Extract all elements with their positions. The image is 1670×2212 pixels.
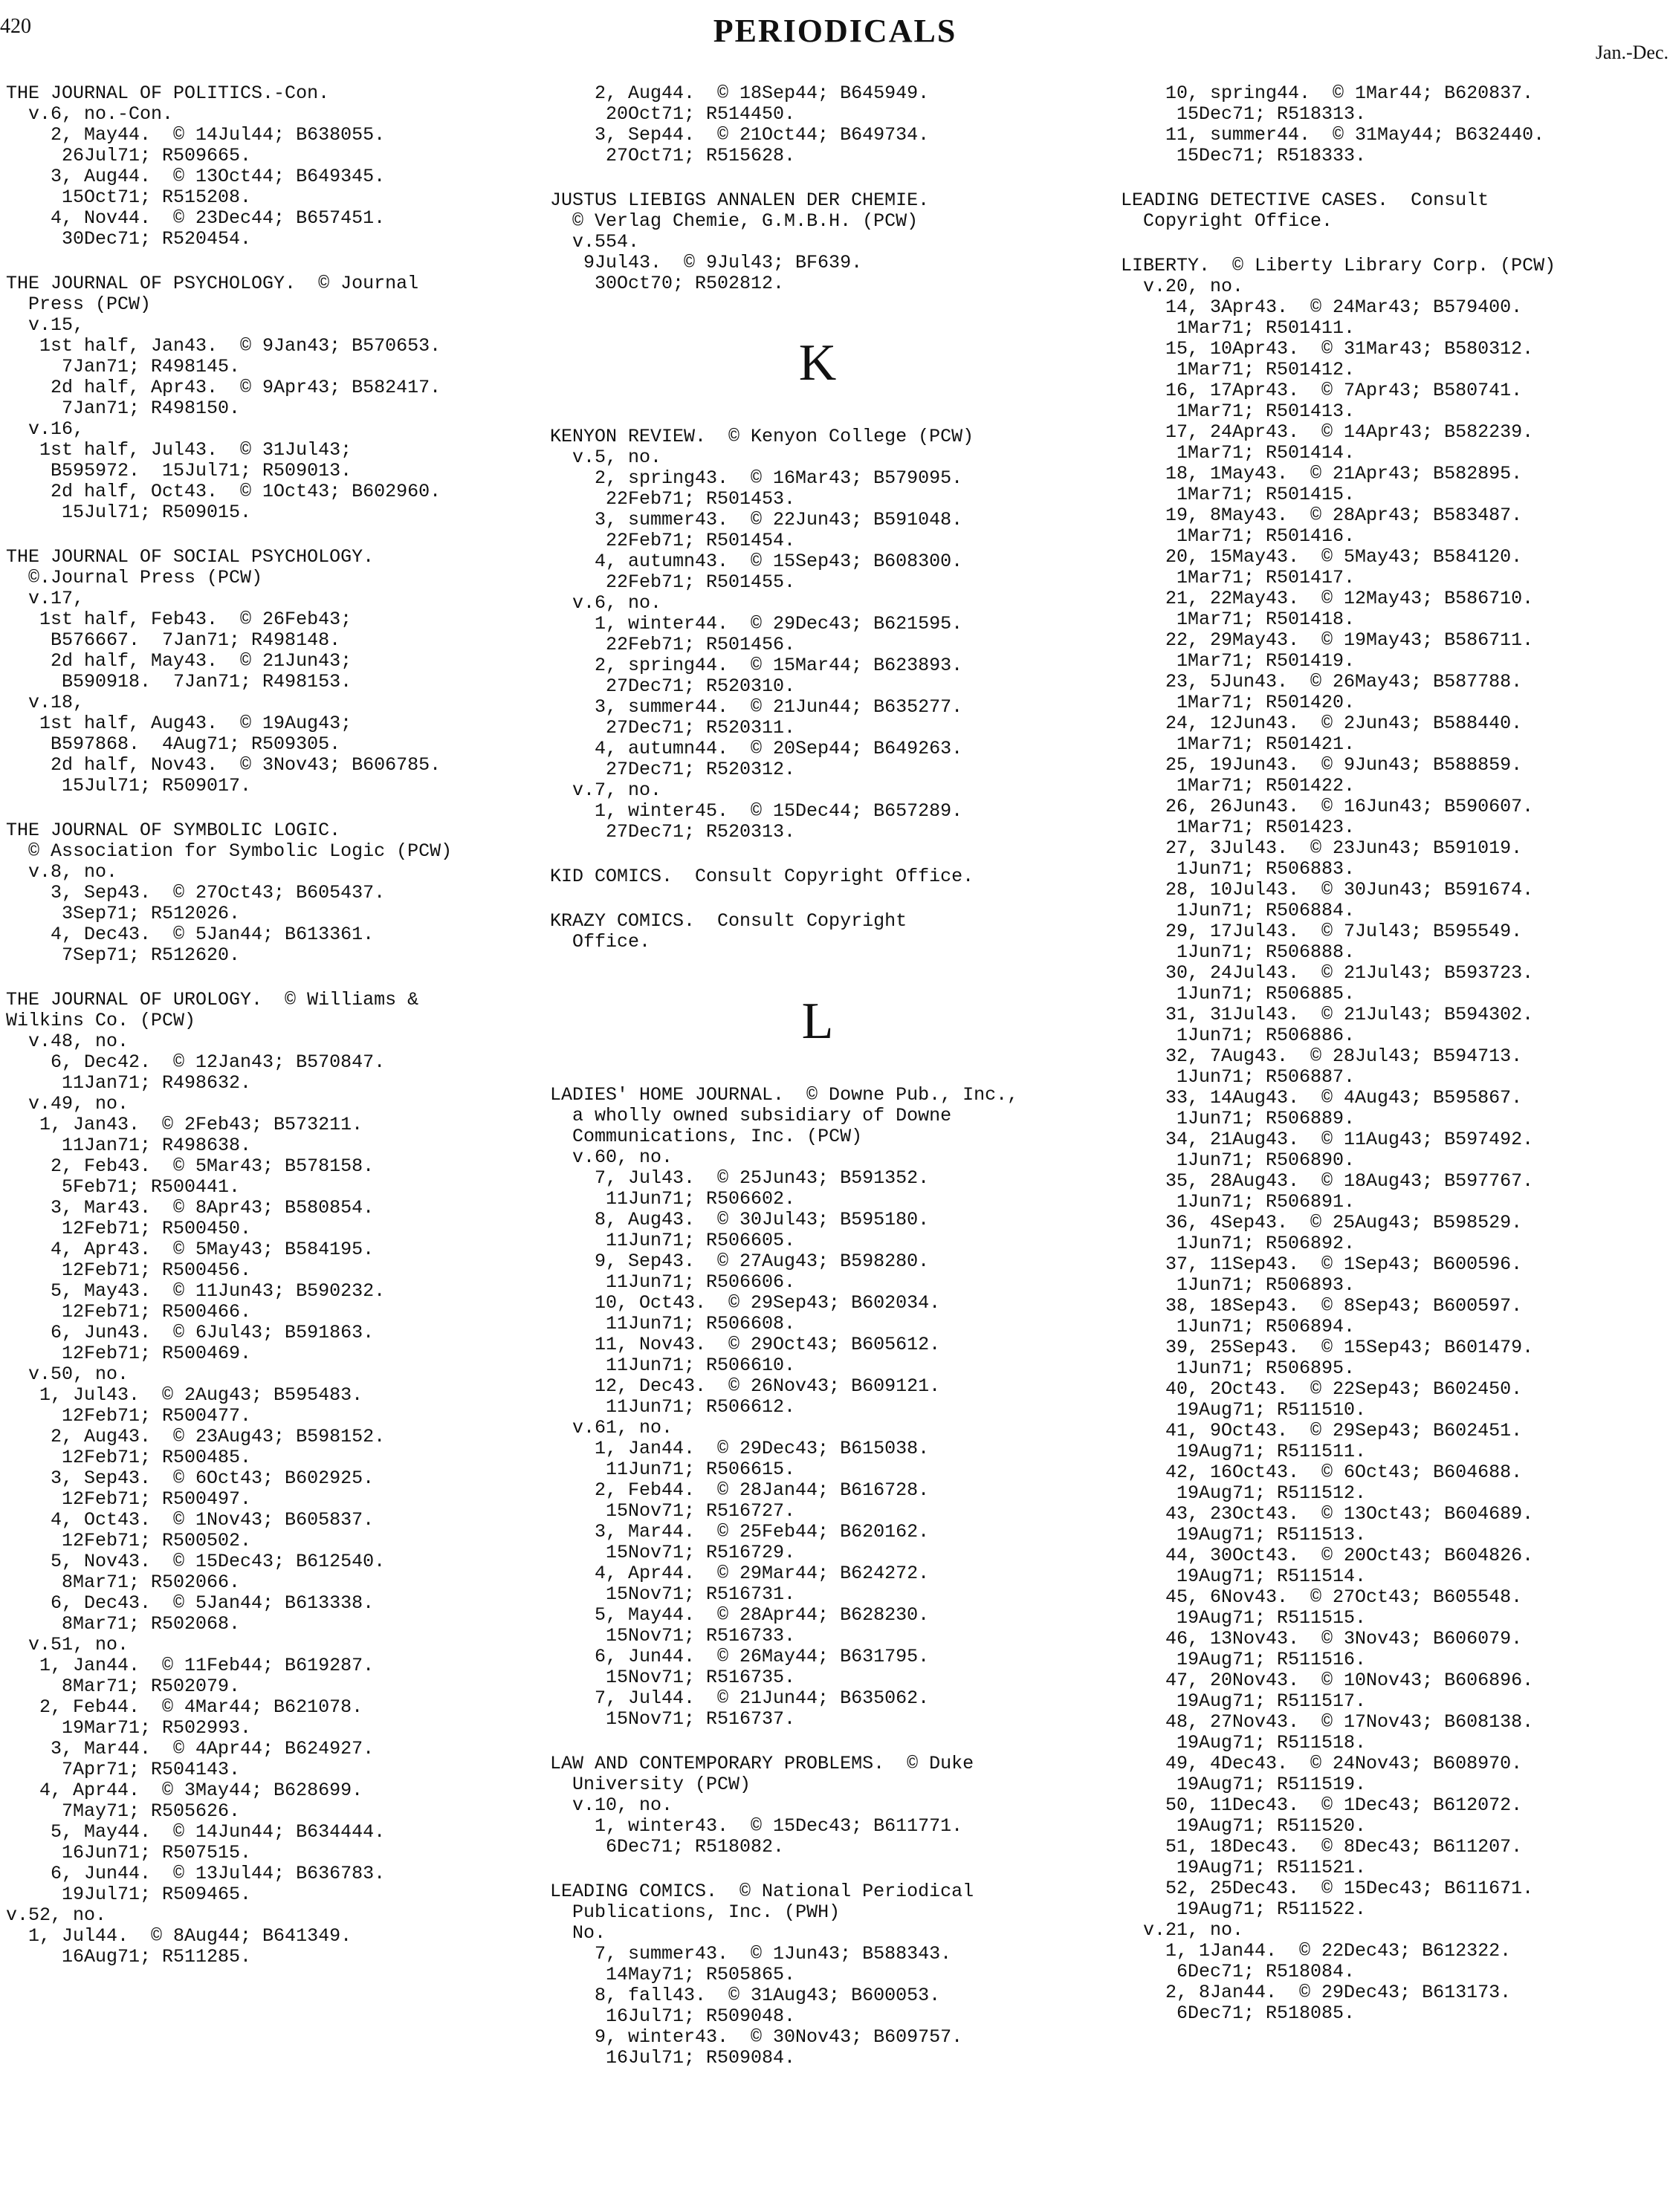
catalog-entry	[6, 273, 526, 523]
entry-line: v.21, no.	[1121, 1919, 1244, 1941]
entry-line: v.50, no.	[6, 1363, 129, 1385]
entry-line: 19, 8May43. © 28Apr43; B583487.	[1121, 505, 1523, 526]
entry-line: 1Jun71; R506895.	[1121, 1358, 1356, 1379]
entry-line: 6Dec71; R518082.	[550, 1836, 785, 1858]
entry-line: 1Jun71; R506893.	[1121, 1274, 1356, 1296]
entry-line: 27Dec71; R520310.	[550, 675, 796, 697]
entry-line: 15Nov71; R516733.	[550, 1625, 796, 1647]
entry-title: THE JOURNAL OF PSYCHOLOGY. © Journal Press (PCW)	[6, 273, 419, 315]
entry-line: 6, Jun44. © 13Jul44; B636783.	[6, 1863, 386, 1884]
entry-line: 1Mar71; R501419.	[1121, 650, 1356, 672]
entry-line: 1Mar71; R501420.	[1121, 692, 1356, 713]
entry-line: 11Jun71; R506610.	[550, 1355, 796, 1376]
catalog-entry	[6, 990, 526, 1968]
entry-line: 15Dec71; R518313.	[1121, 103, 1367, 125]
entry-line: 23, 5Jun43. © 26May43; B587788.	[1121, 671, 1523, 693]
entry-line: 1Jun71; R506888.	[1121, 941, 1356, 963]
entry-line: 11Jun71; R506606.	[550, 1271, 796, 1293]
entry-line: 16Jul71; R509048.	[550, 2005, 796, 2027]
entry-line: 1Jun71; R506884.	[1121, 900, 1356, 921]
entry-title: KENYON REVIEW. © Kenyon College (PCW)	[550, 426, 974, 447]
entry-line: 5, Nov43. © 15Dec43; B612540.	[6, 1551, 386, 1572]
entry-line: 27Dec71; R520313.	[550, 821, 796, 843]
entry-line: 3, Sep43. © 27Oct43; B605437.	[6, 882, 386, 904]
entry-line: 3, summer44. © 21Jun44; B635277.	[550, 696, 963, 718]
entry-line: 1Mar71; R501418.	[1121, 609, 1356, 630]
entry-line: 1Mar71; R501414.	[1121, 442, 1356, 464]
entry-line: v.554.	[550, 231, 640, 253]
entry-line: 3, Mar44. © 25Feb44; B620162.	[550, 1521, 930, 1543]
column-1	[6, 83, 526, 1991]
entry-line: 2, Aug43. © 23Aug43; B598152.	[6, 1426, 386, 1447]
entry-line: 1Jun71; R506890.	[1121, 1149, 1356, 1171]
entry-line: 15Nov71; R516727.	[550, 1500, 796, 1522]
catalog-entry	[6, 820, 526, 966]
entry-title: THE JOURNAL OF SYMBOLIC LOGIC. © Association for Symbolic Logic (PCW)	[6, 820, 453, 862]
entry-title: LIBERTY. © Liberty Library Corp. (PCW)	[1121, 255, 1556, 276]
catalog-entry	[550, 190, 1085, 294]
entry-line: 9Jul43. © 9Jul43; BF639.	[550, 252, 863, 273]
entry-line: 51, 18Dec43. © 8Dec43; B611207.	[1121, 1836, 1523, 1858]
entry-line: 21, 22May43. © 12May43; B586710.	[1121, 588, 1534, 609]
entry-line: 2d half, Nov43. © 3Nov43; B606785.	[6, 754, 441, 776]
entry-line: 15Nov71; R516737.	[550, 1708, 796, 1730]
entry-line: 12Feb71; R500477.	[6, 1405, 252, 1427]
entry-line: v.20, no.	[1121, 276, 1244, 297]
entry-title: LEADING COMICS. © National Periodical Publications, Inc. (PWH)	[550, 1881, 974, 1923]
entry-line: 1Jun71; R506885.	[1121, 983, 1356, 1005]
entry-line: 14May71; R505865.	[550, 1964, 796, 1985]
entry-line: 1Jun71; R506883.	[1121, 858, 1356, 880]
page-number: 420	[0, 15, 31, 38]
entry-line: B590918. 7Jan71; R498153.	[6, 671, 352, 693]
entry-line: 4, autumn43. © 15Sep43; B608300.	[550, 551, 963, 572]
entry-line: 17, 24Apr43. © 14Apr43; B582239.	[1121, 421, 1534, 443]
catalog-entry	[1121, 256, 1670, 2024]
entry-line: 20, 15May43. © 5May43; B584120.	[1121, 546, 1523, 568]
entry-line: 1st half, Feb43. © 26Feb43;	[6, 609, 352, 630]
entry-line: 5, May43. © 11Jun43; B590232.	[6, 1280, 386, 1302]
entry-line: 34, 21Aug43. © 11Aug43; B597492.	[1121, 1129, 1534, 1150]
entry-line: 1, winter44. © 29Dec43; B621595.	[550, 613, 963, 635]
entry-line: 6Dec71; R518084.	[1121, 1961, 1356, 1982]
entry-line: v.17,	[6, 588, 85, 609]
entry-line: 29, 17Jul43. © 7Jul43; B595549.	[1121, 921, 1523, 942]
entry-line: 7, Jul44. © 21Jun44; B635062.	[550, 1687, 930, 1709]
entry-line: 1Mar71; R501413.	[1121, 400, 1356, 422]
entry-line: 9, winter43. © 30Nov43; B609757.	[550, 2026, 963, 2048]
entry-line: 8, Aug43. © 30Jul43; B595180.	[550, 1209, 930, 1230]
entry-line: 5Feb71; R500441.	[6, 1176, 241, 1198]
entry-line: 11, Nov43. © 29Oct43; B605612.	[550, 1334, 941, 1355]
entry-line: 4, Oct43. © 1Nov43; B605837.	[6, 1509, 375, 1531]
entry-line: 1Mar71; R501412.	[1121, 359, 1356, 380]
entry-line: 26, 26Jun43. © 16Jun43; B590607.	[1121, 796, 1534, 817]
entry-line: 3, Aug44. © 13Oct44; B649345.	[6, 166, 386, 187]
entry-line: 42, 16Oct43. © 6Oct43; B604688.	[1121, 1462, 1523, 1483]
entry-line: 1Mar71; R501417.	[1121, 567, 1356, 588]
entry-line: v.52, no.	[6, 1904, 107, 1926]
entry-line: 1Jun71; R506891.	[1121, 1191, 1356, 1213]
catalog-entry	[6, 547, 526, 797]
entry-line: 12Feb71; R500502.	[6, 1530, 252, 1551]
entry-line: 7May71; R505626.	[6, 1800, 241, 1822]
entry-line: 1st half, Aug43. © 19Aug43;	[6, 713, 352, 734]
entry-line: 47, 20Nov43. © 10Nov43; B606896.	[1121, 1670, 1534, 1691]
entry-line: 43, 23Oct43. © 13Oct43; B604689.	[1121, 1503, 1534, 1525]
entry-line: v.51, no.	[6, 1634, 129, 1655]
entry-title: LEADING DETECTIVE CASES. Consult Copyright Office.	[1121, 189, 1489, 232]
entry-line: 10, spring44. © 1Mar44; B620837.	[1121, 82, 1534, 104]
entry-line: 24, 12Jun43. © 2Jun43; B588440.	[1121, 713, 1523, 734]
entry-line: 6Dec71; R518085.	[1121, 2002, 1356, 2024]
entry-line: 12Feb71; R500497.	[6, 1488, 252, 1510]
entry-line: 7, summer43. © 1Jun43; B588343.	[550, 1943, 952, 1965]
entry-line: 25, 19Jun43. © 9Jun43; B588859.	[1121, 754, 1523, 776]
entry-line: 4, Apr44. © 29Mar44; B624272.	[550, 1563, 930, 1584]
entry-line: 1Mar71; R501422.	[1121, 775, 1356, 797]
entry-line: 1Jun71; R506886.	[1121, 1025, 1356, 1046]
entry-line: 28, 10Jul43. © 30Jun43; B591674.	[1121, 879, 1534, 901]
entry-line: 5, May44. © 14Jun44; B634444.	[6, 1821, 386, 1843]
entry-line: 19Aug71; R511511.	[1121, 1441, 1367, 1462]
entry-line: 1, 1Jan44. © 22Dec43; B612322.	[1121, 1940, 1512, 1962]
entry-line: 1, Jul44. © 8Aug44; B641349.	[6, 1925, 352, 1947]
entry-line: 6, Jun43. © 6Jul43; B591863.	[6, 1322, 375, 1343]
entry-line: 1Jun71; R506894.	[1121, 1316, 1356, 1337]
entry-line: 19Aug71; R511518.	[1121, 1732, 1367, 1754]
entry-line: B576667. 7Jan71; R498148.	[6, 629, 341, 651]
entry-line: 2d half, Apr43. © 9Apr43; B582417.	[6, 377, 441, 398]
entry-line: 15Jul71; R509015.	[6, 502, 252, 523]
section-letter: K	[798, 334, 837, 392]
entry-line: 11Jan71; R498632.	[6, 1072, 252, 1094]
entry-line: 11Jan71; R498638.	[6, 1135, 252, 1156]
entry-line: v.6, no.-Con.	[6, 103, 174, 125]
entry-line: 27Dec71; R520312.	[550, 759, 796, 780]
catalog-entry	[550, 1754, 1085, 1858]
column-2	[550, 83, 1085, 2092]
entry-line: 19Aug71; R511515.	[1121, 1607, 1367, 1629]
entry-title: THE JOURNAL OF POLITICS.-Con.	[6, 82, 330, 104]
entry-line: 4, Apr43. © 5May43; B584195.	[6, 1239, 375, 1260]
entry-line: 40, 2Oct43. © 22Sep43; B602450.	[1121, 1378, 1523, 1400]
entry-line: v.5, no.	[550, 447, 662, 468]
entry-line: 11Jun71; R506612.	[550, 1396, 796, 1418]
entry-line: 2, Aug44. © 18Sep44; B645949.	[550, 82, 930, 104]
entry-line: 19Aug71; R511522.	[1121, 1898, 1367, 1920]
entry-line: 14, 3Apr43. © 24Mar43; B579400.	[1121, 296, 1523, 318]
entry-line: 3Sep71; R512026.	[6, 903, 241, 924]
entry-line: 7Jan71; R498150.	[6, 398, 241, 419]
entry-line: 1, Jan44. © 11Feb44; B619287.	[6, 1655, 375, 1676]
entry-line: 19Aug71; R511514.	[1121, 1566, 1367, 1587]
entry-line: v.16,	[6, 418, 85, 440]
entry-line: 1Mar71; R501421.	[1121, 733, 1356, 755]
entry-line: 3, Sep43. © 6Oct43; B602925.	[6, 1467, 375, 1489]
entry-line: v.61, no.	[550, 1417, 673, 1439]
entry-line: 7Apr71; R504143.	[6, 1759, 241, 1780]
entry-line: 15Nov71; R516731.	[550, 1583, 796, 1605]
entry-line: 6, Dec43. © 5Jan44; B613338.	[6, 1592, 375, 1614]
entry-line: 27, 3Jul43. © 23Jun43; B591019.	[1121, 837, 1523, 859]
column-3	[1121, 83, 1670, 2048]
entry-line: 1st half, Jul43. © 31Jul43;	[6, 439, 352, 461]
entry-line: 19Aug71; R511519.	[1121, 1774, 1367, 1795]
entry-line: 8Mar71; R502066.	[6, 1572, 241, 1593]
entry-line: 19Jul71; R509465.	[6, 1884, 252, 1905]
entry-line: 1, winter45. © 15Dec44; B657289.	[550, 800, 963, 822]
entry-line: 15Dec71; R518333.	[1121, 145, 1367, 166]
entry-line: 8, fall43. © 31Aug43; B600053.	[550, 1985, 941, 2006]
entry-line: B597868. 4Aug71; R509305.	[6, 733, 341, 755]
entry-line: 3, Sep44. © 21Oct44; B649734.	[550, 124, 930, 146]
entry-title: LAW AND CONTEMPORARY PROBLEMS. © Duke University (PCW)	[550, 1753, 974, 1795]
entry-line: No.	[550, 1922, 606, 1944]
entry-line: 4, autumn44. © 20Sep44; B649263.	[550, 738, 963, 759]
entry-line: 30, 24Jul43. © 21Jul43; B593723.	[1121, 962, 1534, 984]
entry-line: 1, winter43. © 15Dec43; B611771.	[550, 1815, 963, 1837]
entry-line: 22Feb71; R501454.	[550, 530, 796, 551]
entry-line: B595972. 15Jul71; R509013.	[6, 460, 352, 481]
entry-line: 15, 10Apr43. © 31Mar43; B580312.	[1121, 338, 1534, 360]
entry-line: 2, May44. © 14Jul44; B638055.	[6, 124, 386, 146]
entry-line: 11, summer44. © 31May44; B632440.	[1121, 124, 1545, 146]
entry-line: 12Feb71; R500485.	[6, 1447, 252, 1468]
entry-line: 7Jan71; R498145.	[6, 356, 241, 377]
entry-line: 2d half, Oct43. © 1Oct43; B602960.	[6, 481, 441, 502]
entry-line: 49, 4Dec43. © 24Nov43; B608970.	[1121, 1753, 1523, 1774]
entry-line: 20Oct71; R514450.	[550, 103, 796, 125]
entry-line: 2, spring43. © 16Mar43; B579095.	[550, 467, 963, 489]
entry-line: 19Mar71; R502993.	[6, 1717, 252, 1739]
page-date-range: Jan.-Dec.	[1595, 42, 1669, 63]
entry-line: 10, Oct43. © 29Sep43; B602034.	[550, 1292, 941, 1314]
catalog-entry	[550, 866, 1085, 887]
catalog-entry	[6, 83, 526, 250]
entry-line: 15Jul71; R509017.	[6, 775, 252, 797]
entry-line: 37, 11Sep43. © 1Sep43; B600596.	[1121, 1253, 1523, 1275]
entry-line: v.18,	[6, 692, 85, 713]
entry-line: v.15,	[6, 314, 85, 336]
entry-line: 12, Dec43. © 26Nov43; B609121.	[550, 1375, 941, 1397]
entry-line: 12Feb71; R500466.	[6, 1301, 252, 1323]
entry-line: 45, 6Nov43. © 27Oct43; B605548.	[1121, 1586, 1523, 1608]
entry-line: 16Aug71; R511285.	[6, 1946, 252, 1968]
entry-title: THE JOURNAL OF SOCIAL PSYCHOLOGY. ©.Journal Press (PCW)	[6, 546, 375, 588]
entry-line: v.48, no.	[6, 1031, 129, 1052]
entry-line: 12Feb71; R500456.	[6, 1259, 252, 1281]
entry-title: KID COMICS. Consult Copyright Office.	[550, 866, 974, 887]
entry-line: 1Mar71; R501415.	[1121, 484, 1356, 505]
section-letter: L	[801, 993, 834, 1050]
entry-line: 12Feb71; R500450.	[6, 1218, 252, 1239]
entry-line: 1Mar71; R501411.	[1121, 317, 1356, 339]
entry-line: v.49, no.	[6, 1093, 129, 1115]
entry-line: v.7, no.	[550, 779, 662, 801]
entry-line: 52, 25Dec43. © 15Dec43; B611671.	[1121, 1878, 1534, 1899]
entry-line: 1Mar71; R501416.	[1121, 525, 1356, 547]
entry-line: v.6, no.	[550, 592, 662, 614]
entry-line: 16Jun71; R507515.	[6, 1842, 252, 1864]
entry-line: 4, Dec43. © 5Jan44; B613361.	[6, 924, 375, 945]
catalog-entry	[550, 426, 1085, 843]
entry-line: 33, 14Aug43. © 4Aug43; B595867.	[1121, 1087, 1523, 1109]
entry-line: v.60, no.	[550, 1146, 673, 1168]
entry-line: 22, 29May43. © 19May43; B586711.	[1121, 629, 1534, 651]
entry-line: 2, Feb43. © 5Mar43; B578158.	[6, 1155, 375, 1177]
entry-line: 4, Nov44. © 23Dec44; B657451.	[6, 207, 386, 229]
catalog-entry	[1121, 83, 1670, 166]
entry-title: KRAZY COMICS. Consult Copyright Office.	[550, 910, 907, 953]
entry-line: 3, Mar44. © 4Apr44; B624927.	[6, 1738, 375, 1759]
entry-line: 19Aug71; R511510.	[1121, 1399, 1367, 1421]
entry-line: 2, spring44. © 15Mar44; B623893.	[550, 655, 963, 676]
entry-line: 6, Dec42. © 12Jan43; B570847.	[6, 1051, 386, 1073]
entry-line: 8Mar71; R502068.	[6, 1613, 241, 1635]
entry-line: 2, Feb44. © 28Jan44; B616728.	[550, 1479, 930, 1501]
entry-line: 5, May44. © 28Apr44; B628230.	[550, 1604, 930, 1626]
entry-line: 19Aug71; R511520.	[1121, 1815, 1367, 1837]
entry-line: 11Jun71; R506608.	[550, 1313, 796, 1334]
entry-line: 7, Jul43. © 25Jun43; B591352.	[550, 1167, 930, 1189]
entry-line: 32, 7Aug43. © 28Jul43; B594713.	[1121, 1045, 1523, 1067]
entry-line: 15Nov71; R516735.	[550, 1667, 796, 1688]
entry-line: 27Dec71; R520311.	[550, 717, 796, 739]
entry-line: 30Oct70; R502812.	[550, 273, 785, 294]
entry-line: 1Jun71; R506892.	[1121, 1233, 1356, 1254]
entry-title: THE JOURNAL OF UROLOGY. © Williams & Wilkins Co. (PCW)	[6, 989, 419, 1031]
entry-line: 16, 17Apr43. © 7Apr43; B580741.	[1121, 380, 1523, 401]
entry-line: 6, Jun44. © 26May44; B631795.	[550, 1646, 930, 1667]
entry-line: 39, 25Sep43. © 15Sep43; B601479.	[1121, 1337, 1534, 1358]
entry-line: 27Oct71; R515628.	[550, 145, 796, 166]
entry-line: 22Feb71; R501453.	[550, 488, 796, 510]
entry-line: 1, Jan44. © 29Dec43; B615038.	[550, 1438, 930, 1459]
entry-line: 16Jul71; R509084.	[550, 2047, 796, 2069]
entry-line: 2d half, May43. © 21Jun43;	[6, 650, 352, 672]
entry-line: 44, 30Oct43. © 20Oct43; B604826.	[1121, 1545, 1534, 1566]
entry-line: v.10, no.	[550, 1794, 673, 1816]
entry-line: 2, Feb44. © 4Mar44; B621078.	[6, 1696, 363, 1718]
entry-line: 1st half, Jan43. © 9Jan43; B570653.	[6, 335, 441, 357]
entry-line: 7Sep71; R512620.	[6, 944, 241, 966]
entry-line: 36, 4Sep43. © 25Aug43; B598529.	[1121, 1212, 1523, 1233]
entry-line: 2, 8Jan44. © 29Dec43; B613173.	[1121, 1982, 1512, 2003]
entry-line: 31, 31Jul43. © 21Jul43; B594302.	[1121, 1004, 1534, 1025]
entry-line: 15Oct71; R515208.	[6, 187, 252, 208]
entry-line: 8Mar71; R502079.	[6, 1676, 241, 1697]
entry-line: 11Jun71; R506602.	[550, 1188, 796, 1210]
entry-line: 35, 28Aug43. © 18Aug43; B597767.	[1121, 1170, 1534, 1192]
entry-line: 1, Jan43. © 2Feb43; B573211.	[6, 1114, 363, 1135]
entry-title: JUSTUS LIEBIGS ANNALEN DER CHEMIE. © Verlag Chemie, G.M.B.H. (PCW)	[550, 189, 930, 232]
entry-line: 3, Mar43. © 8Apr43; B580854.	[6, 1197, 375, 1219]
entry-line: 9, Sep43. © 27Aug43; B598280.	[550, 1251, 930, 1272]
entry-line: 1Jun71; R506889.	[1121, 1108, 1356, 1129]
entry-line: 50, 11Dec43. © 1Dec43; B612072.	[1121, 1794, 1523, 1816]
entry-line: v.8, no.	[6, 861, 118, 883]
entry-line: 11Jun71; R506605.	[550, 1230, 796, 1251]
entry-line: 19Aug71; R511521.	[1121, 1857, 1367, 1878]
entry-line: 30Dec71; R520454.	[6, 228, 252, 250]
entry-line: 1Mar71; R501423.	[1121, 817, 1356, 838]
entry-line: 19Aug71; R511513.	[1121, 1524, 1367, 1546]
entry-line: 19Aug71; R511516.	[1121, 1649, 1367, 1670]
entry-line: 4, Apr44. © 3May44; B628699.	[6, 1780, 363, 1801]
catalog-entry	[550, 1085, 1085, 1730]
catalog-entry	[550, 911, 1085, 953]
entry-line: 3, summer43. © 22Jun43; B591048.	[550, 509, 963, 531]
entry-line: 41, 9Oct43. © 29Sep43; B602451.	[1121, 1420, 1523, 1441]
entry-line: 18, 1May43. © 21Apr43; B582895.	[1121, 463, 1523, 484]
entry-line: 19Aug71; R511517.	[1121, 1690, 1367, 1712]
entry-line: 46, 13Nov43. © 3Nov43; B606079.	[1121, 1628, 1523, 1650]
entry-line: 1, Jul43. © 2Aug43; B595483.	[6, 1384, 363, 1406]
catalog-entry	[1121, 190, 1670, 232]
entry-title: LADIES' HOME JOURNAL. © Downe Pub., Inc., a wholly owned subsidiary of Downe Communications, Inc. (PCW)	[550, 1084, 1019, 1147]
page-title: PERIODICALS	[713, 13, 957, 49]
entry-line: 38, 18Sep43. © 8Sep43; B600597.	[1121, 1295, 1523, 1317]
entry-line: 26Jul71; R509665.	[6, 145, 252, 166]
entry-line: 22Feb71; R501455.	[550, 571, 796, 593]
entry-line: 48, 27Nov43. © 17Nov43; B608138.	[1121, 1711, 1534, 1733]
entry-line: 1Jun71; R506887.	[1121, 1066, 1356, 1088]
entry-line: 19Aug71; R511512.	[1121, 1482, 1367, 1504]
entry-line: 12Feb71; R500469.	[6, 1343, 252, 1364]
entry-line: 15Nov71; R516729.	[550, 1542, 796, 1563]
entry-line: 22Feb71; R501456.	[550, 634, 796, 655]
entry-line: 11Jun71; R506615.	[550, 1459, 796, 1480]
catalog-entry	[550, 1881, 1085, 2069]
catalog-entry	[550, 83, 1085, 166]
